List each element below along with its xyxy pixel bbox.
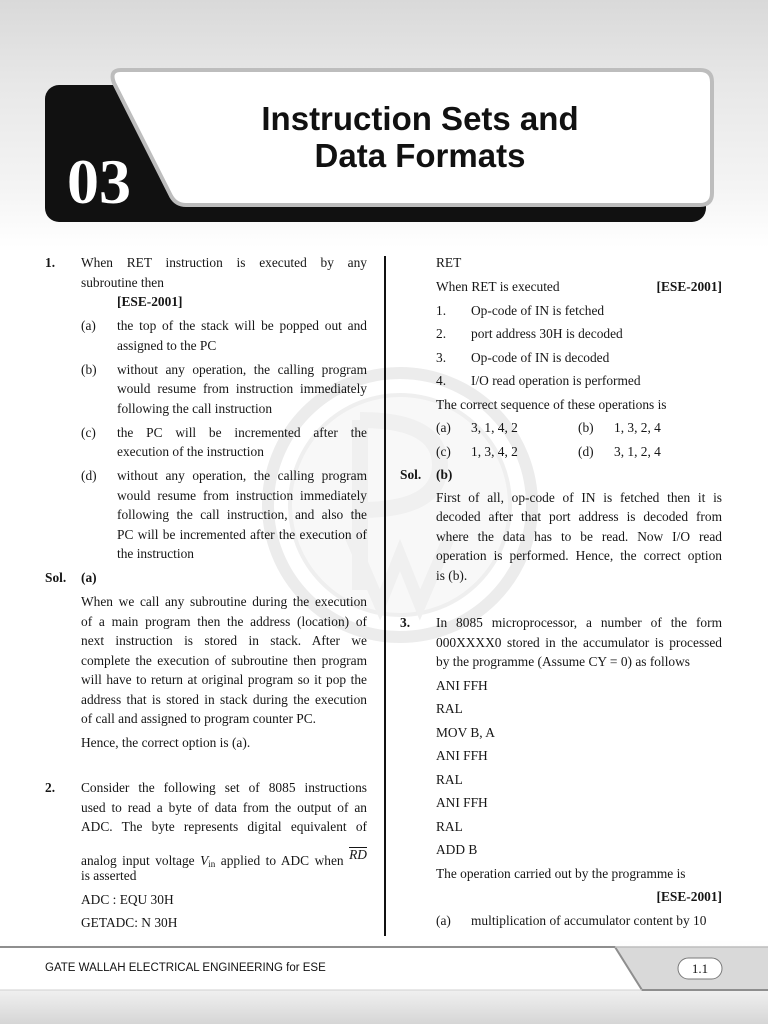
option-label: (c) — [81, 424, 96, 440]
solution-explanation — [81, 592, 367, 729]
option-value: 3, 1, 2, 4 — [614, 443, 661, 459]
question-text-line: used to read a byte of data from the output of an — [81, 799, 367, 815]
code-line: ANI FFH — [436, 795, 488, 810]
explanation-line: When we call any subroutine during the execution — [81, 594, 367, 609]
option-label: (a) — [81, 318, 96, 333]
code-line: ADD B — [436, 842, 478, 857]
question-text-line: Consider the following set of 8085 instructions — [81, 780, 367, 795]
step-number: 4. — [436, 373, 447, 388]
option-text-line: following the call instruction, and also the — [117, 507, 367, 522]
footer-title: GATE WALLAH ELECTRICAL ENGINEERING for ESE — [45, 962, 326, 974]
exam-tag: [ESE-2001] — [656, 279, 722, 294]
option-a — [436, 911, 722, 931]
explanation-line: next instruction is stored in stack. After we — [81, 633, 367, 648]
explanation-line: complete the execution of subroutine then program — [81, 652, 367, 668]
step-4 — [436, 371, 722, 391]
options-grid — [400, 418, 722, 461]
explanation-line: of call and assigned to program counter PC. — [81, 711, 317, 726]
option-text-line: without any operation, the calling program — [117, 361, 367, 377]
option-text-line: execution of the instruction — [117, 444, 264, 459]
step-number: 2. — [436, 326, 447, 341]
solution-label: Sol. — [45, 570, 67, 585]
option-text-line: would resume from instruction immediately — [117, 487, 367, 503]
question-prompt-row — [436, 277, 722, 297]
exam-tag: [ESE-2001] — [117, 294, 183, 309]
option-text-line: would resume from instruction immediately — [117, 381, 367, 396]
code-line: RET — [436, 255, 462, 270]
question-number: 1. — [45, 255, 56, 270]
question-1-stem — [45, 253, 367, 312]
step-text: port address 30H is decoded — [471, 326, 623, 341]
option-label: (d) — [81, 468, 97, 483]
step-text: Op-code of IN is fetched — [471, 302, 605, 318]
solution-conclusion: Hence, the correct option is (a). — [81, 735, 251, 750]
question-text-line: 000XXXX0 stored in the accumulator is processed — [436, 634, 722, 650]
option-value: 1, 3, 2, 4 — [614, 420, 661, 435]
option-label: (d) — [578, 443, 594, 459]
question-3 — [400, 613, 722, 930]
option-label: (a) — [436, 912, 451, 928]
question-text-fragment: applied to ADC when — [220, 852, 344, 868]
solution-label: Sol. — [400, 467, 422, 482]
solution-answer: (a) — [81, 570, 97, 585]
question-text-line-formula — [81, 847, 367, 867]
option-text-line: the top of the stack will be popped out and — [117, 318, 367, 333]
voltage-variable: V — [200, 852, 209, 868]
option-label: (b) — [81, 361, 97, 377]
question-2-continued — [400, 253, 722, 585]
question-text-line: The correct sequence of these operations is — [436, 396, 667, 412]
explanation-line: address that is stored in stack during the execution — [81, 691, 367, 707]
option-text-line: following the call instruction — [117, 400, 273, 416]
option-label: (b) — [578, 420, 594, 435]
explanation-line: First of all, op-code of IN is fetched then it is — [436, 489, 722, 505]
question-text-line: The operation carried out by the programme is — [436, 865, 686, 881]
code-line: MOV B, A — [436, 724, 495, 740]
code-line: ADC : EQU 30H — [81, 892, 174, 907]
option-text-line: assigned to the PC — [117, 337, 217, 353]
question-text-line: In 8085 microprocessor, a number of the form — [436, 615, 722, 630]
chapter-number: 03 — [67, 146, 131, 217]
question-1 — [45, 253, 367, 753]
question-text-line: is asserted — [81, 868, 137, 883]
question-text-line: subroutine then — [81, 274, 164, 290]
question-2 — [45, 778, 367, 932]
explanation-line: is (b). — [436, 567, 468, 583]
solution-explanation — [436, 488, 722, 586]
column-divider — [384, 256, 386, 936]
rd-signal-overline: RD — [349, 846, 367, 862]
explanation-line: will have to return at original program so it pop the — [81, 672, 367, 687]
option-label: (c) — [436, 443, 451, 459]
code-block — [436, 676, 722, 860]
solution-answer: (b) — [436, 467, 453, 482]
step-number: 3. — [436, 349, 447, 365]
step-2 — [436, 324, 722, 344]
question-number: 2. — [45, 780, 56, 795]
question-2-continued-body — [400, 253, 722, 391]
solution-1 — [45, 568, 367, 753]
option-a — [81, 316, 367, 355]
explanation-line: where the data has to be read. Now I/O read — [436, 528, 722, 544]
question-2-stem — [45, 778, 367, 932]
question-text-line: ADC. The byte represents digital equivalent of — [81, 819, 367, 834]
explanation-line: of a main program then the address (location) of — [81, 613, 367, 629]
option-c — [81, 423, 367, 462]
exam-tag: [ESE-2001] — [656, 889, 722, 904]
step-text: I/O read operation is performed — [471, 373, 641, 388]
question-3-stem — [400, 613, 722, 930]
option-value: 1, 3, 4, 2 — [471, 443, 518, 459]
page-number: 1.1 — [691, 961, 709, 976]
option-text-line: without any operation, the calling program — [117, 468, 367, 483]
option-d — [81, 466, 367, 564]
option-label: (a) — [436, 420, 451, 435]
chapter-title-line2: Data Formats — [314, 137, 526, 174]
step-text: Op-code of IN is decoded — [471, 349, 610, 365]
chapter-title — [170, 100, 670, 174]
voltage-subscript: in — [208, 858, 216, 869]
chapter-title-line1: Instruction Sets and — [261, 100, 579, 137]
explanation-line: operation is performed. Hence, the correct option — [436, 548, 722, 563]
options-list — [45, 316, 367, 564]
question-text-line: When RET instruction is executed by any — [81, 255, 367, 270]
step-1 — [436, 301, 722, 321]
step-3 — [436, 348, 722, 368]
step-number: 1. — [436, 302, 447, 318]
option-text-line: PC will be incremented after the execution of — [117, 526, 367, 542]
explanation-line: decoded after that port address is decoded from — [436, 509, 722, 524]
question-number: 3. — [400, 615, 411, 630]
footer-band — [0, 940, 768, 1024]
option-value: 3, 1, 4, 2 — [471, 420, 518, 435]
solution-2 — [400, 465, 722, 585]
code-line: RAL — [436, 701, 463, 716]
code-line: RAL — [436, 818, 463, 834]
option-b — [81, 360, 367, 419]
code-line: GETADC: N 30H — [81, 914, 178, 930]
option-text-line: the PC will be incremented after the — [117, 424, 367, 440]
options-row-2 — [436, 442, 722, 462]
question-prompt: When RET is executed — [436, 279, 560, 294]
option-text-line: the instruction — [117, 546, 194, 561]
code-line: ANI FFH — [436, 677, 488, 693]
code-line: RAL — [436, 771, 463, 787]
options-row-1 — [436, 418, 722, 438]
question-text-fragment: analog input voltage — [81, 852, 195, 868]
option-value: multiplication of accumulator content by 10 — [471, 912, 707, 928]
question-text-line: by the programme (Assume CY = 0) as follows — [436, 654, 690, 669]
code-line: ANI FFH — [436, 748, 488, 763]
